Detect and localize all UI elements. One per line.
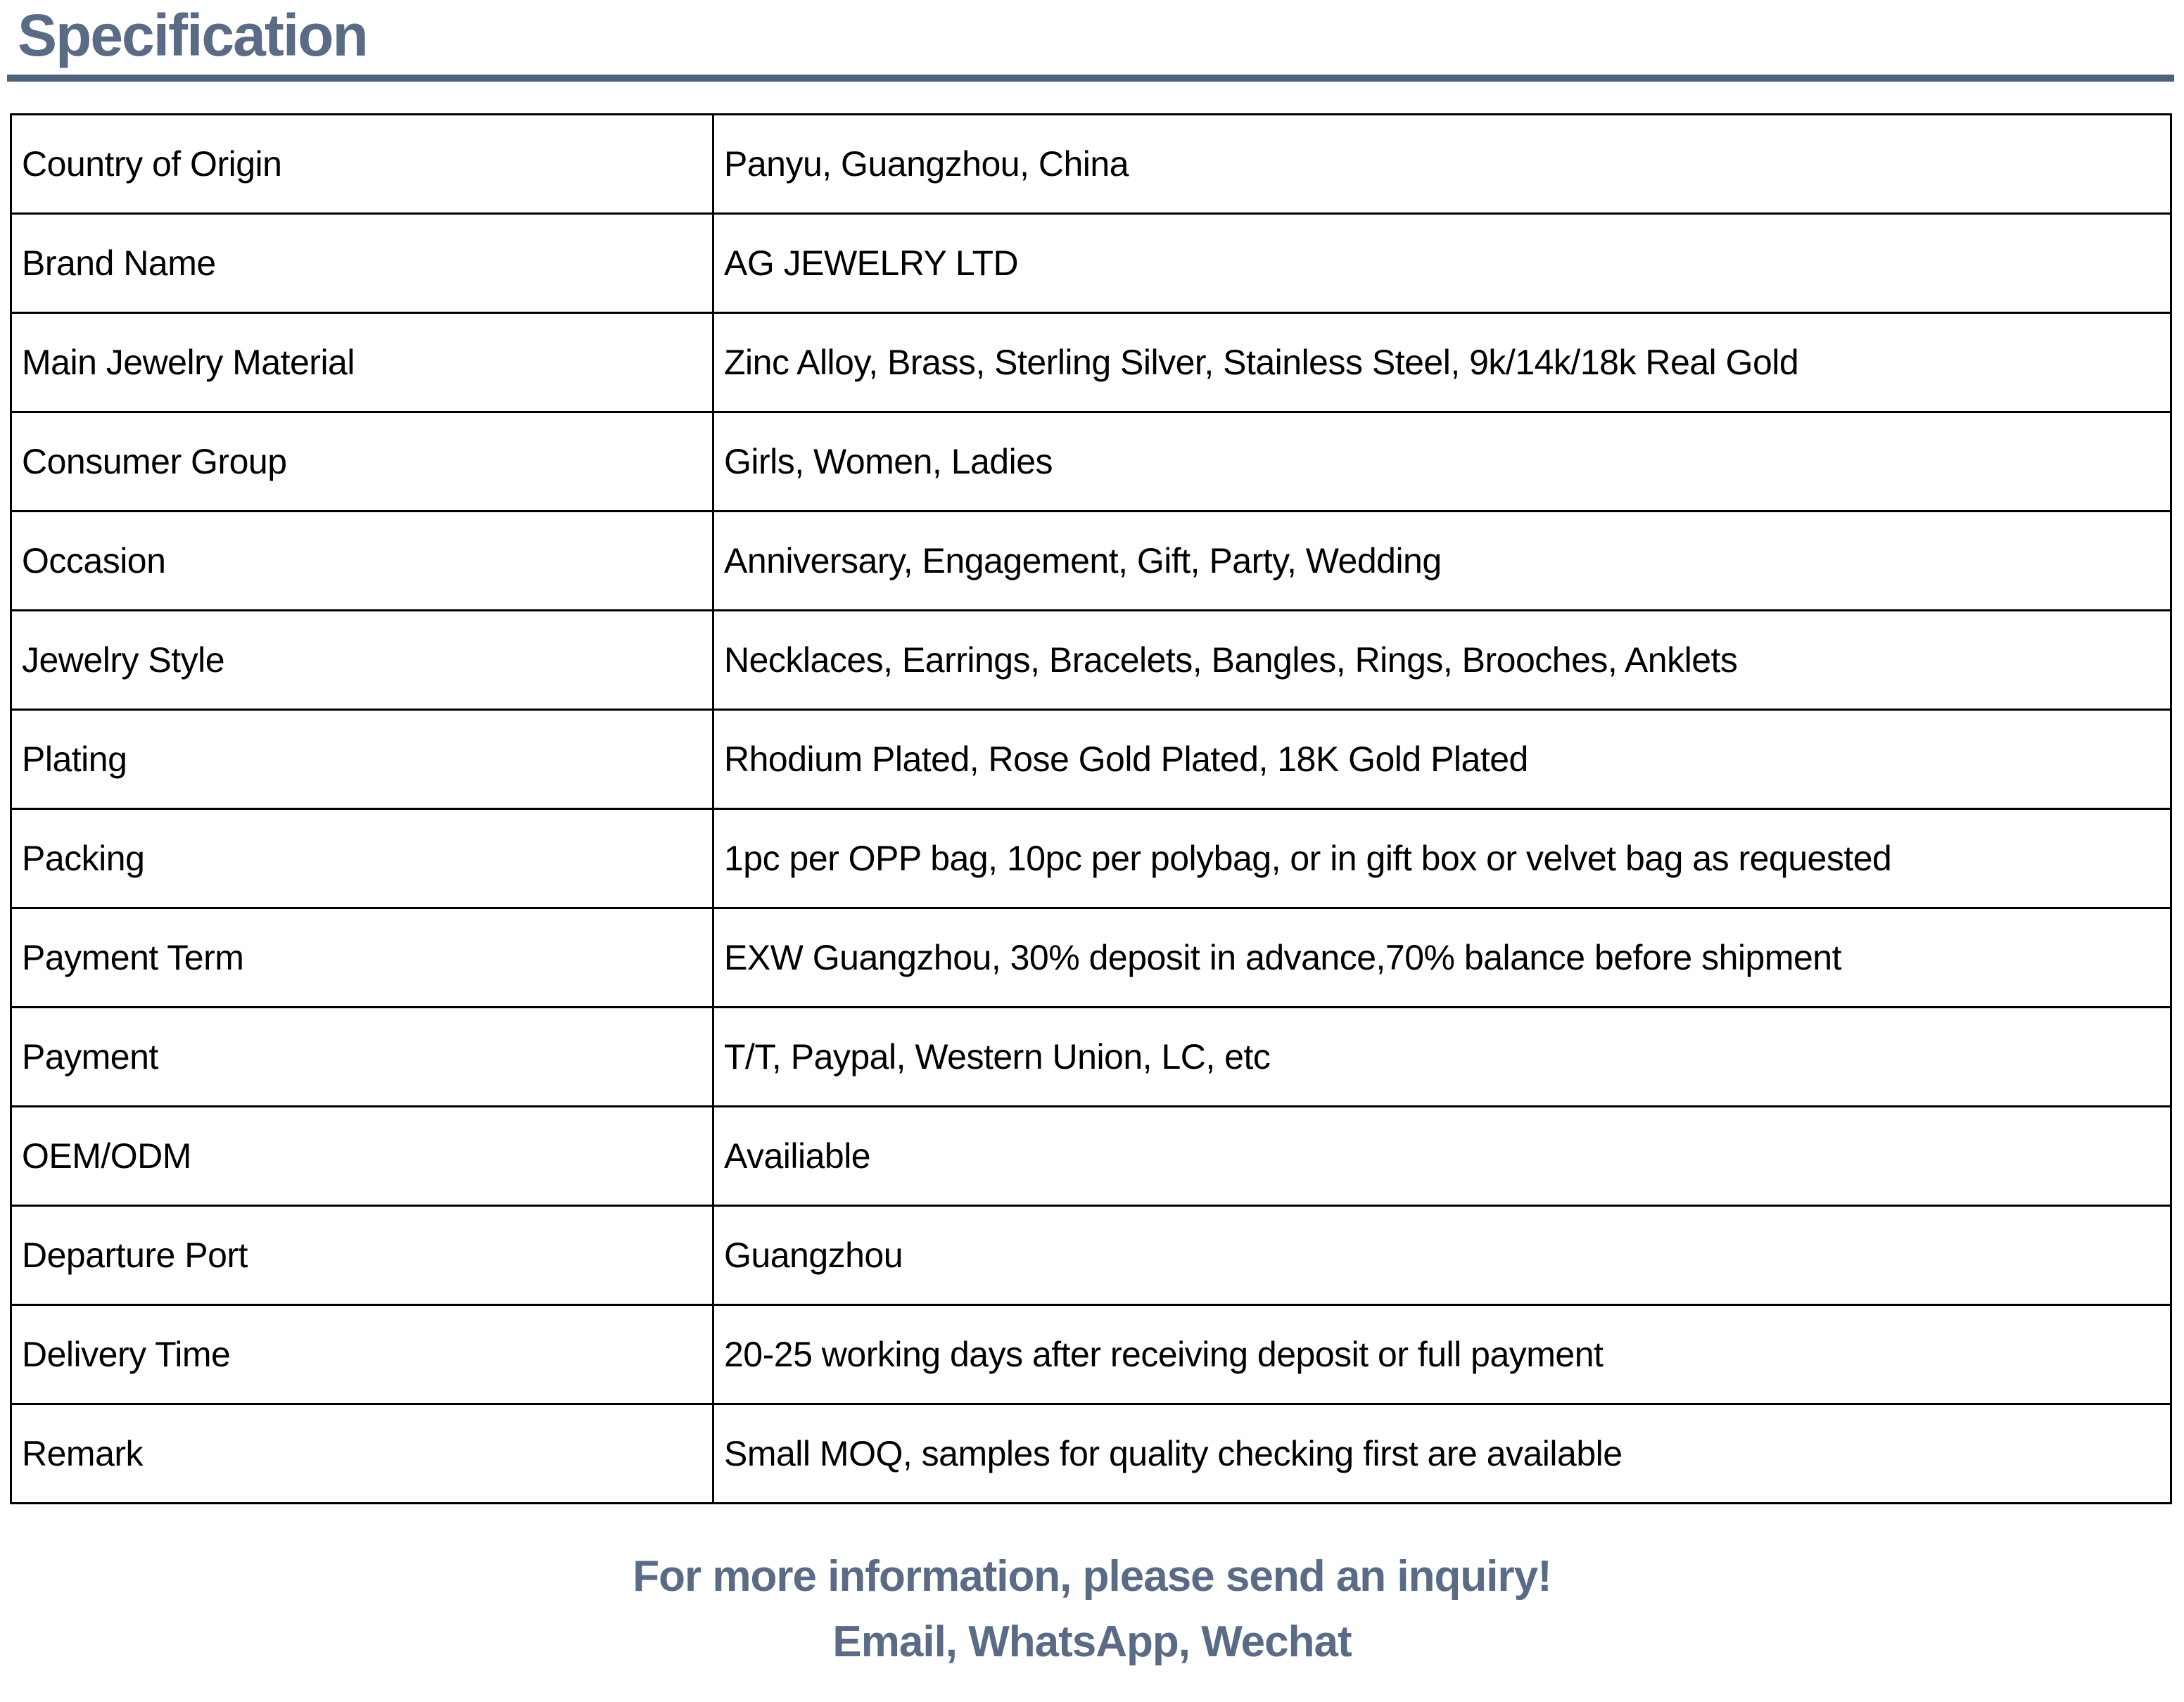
table-row — [11, 611, 2171, 710]
table-row — [11, 412, 2171, 512]
spec-value-cell: Anniversary, Engagement, Gift, Party, Wedding — [713, 512, 2171, 611]
table-row — [11, 710, 2171, 809]
spec-key-cell: Occasion — [11, 512, 713, 611]
table-row — [11, 214, 2171, 313]
footer-line-2: Email, WhatsApp, Wechat — [832, 1618, 1352, 1667]
table-row — [11, 1404, 2171, 1504]
spec-value-cell: Availiable — [713, 1107, 2171, 1206]
table-row — [11, 908, 2171, 1008]
spec-key-cell: Country of Origin — [11, 115, 713, 214]
footer-line-1: For more information, please send an inquiry! — [633, 1552, 1551, 1601]
spec-key-cell: Payment — [11, 1008, 713, 1107]
spec-key-cell: Plating — [11, 710, 713, 809]
table-row — [11, 1008, 2171, 1107]
page-title: Specification — [18, 2, 367, 68]
spec-key-cell: Brand Name — [11, 214, 713, 313]
spec-key-cell: Consumer Group — [11, 412, 713, 512]
spec-value-cell: Necklaces, Earrings, Bracelets, Bangles, Rings, Brooches, Anklets — [713, 611, 2171, 710]
specification-table — [10, 113, 2172, 1504]
table-row — [11, 1305, 2171, 1404]
spec-value-cell: AG JEWELRY LTD — [713, 214, 2171, 313]
table-row — [11, 313, 2171, 412]
spec-key-cell: Packing — [11, 809, 713, 908]
spec-value-cell: 20-25 working days after receiving deposit or full payment — [713, 1305, 2171, 1404]
spec-value-cell: Girls, Women, Ladies — [713, 412, 2171, 512]
spec-value-cell: Guangzhou — [713, 1206, 2171, 1305]
table-row — [11, 809, 2171, 908]
spec-key-cell: Payment Term — [11, 908, 713, 1008]
spec-key-cell: Main Jewelry Material — [11, 313, 713, 412]
footer-callout — [0, 1544, 2184, 1675]
spec-key-cell: Departure Port — [11, 1206, 713, 1305]
spec-key-cell: Remark — [11, 1404, 713, 1504]
table-row — [11, 512, 2171, 611]
title-underline — [7, 75, 2174, 82]
spec-value-cell: T/T, Paypal, Western Union, LC, etc — [713, 1008, 2171, 1107]
spec-value-cell: 1pc per OPP bag, 10pc per polybag, or in gift box or velvet bag as requested — [713, 809, 2171, 908]
spec-key-cell: Jewelry Style — [11, 611, 713, 710]
spec-key-cell: Delivery Time — [11, 1305, 713, 1404]
spec-value-cell: Small MOQ, samples for quality checking first are available — [713, 1404, 2171, 1504]
spec-value-cell: Zinc Alloy, Brass, Sterling Silver, Stainless Steel, 9k/14k/18k Real Gold — [713, 313, 2171, 412]
table-row — [11, 1206, 2171, 1305]
table-row — [11, 1107, 2171, 1206]
table-row — [11, 115, 2171, 214]
spec-value-cell: Rhodium Plated, Rose Gold Plated, 18K Gold Plated — [713, 710, 2171, 809]
spec-value-cell: Panyu, Guangzhou, China — [713, 115, 2171, 214]
spec-value-cell: EXW Guangzhou, 30% deposit in advance,70% balance before shipment — [713, 908, 2171, 1008]
spec-key-cell: OEM/ODM — [11, 1107, 713, 1206]
